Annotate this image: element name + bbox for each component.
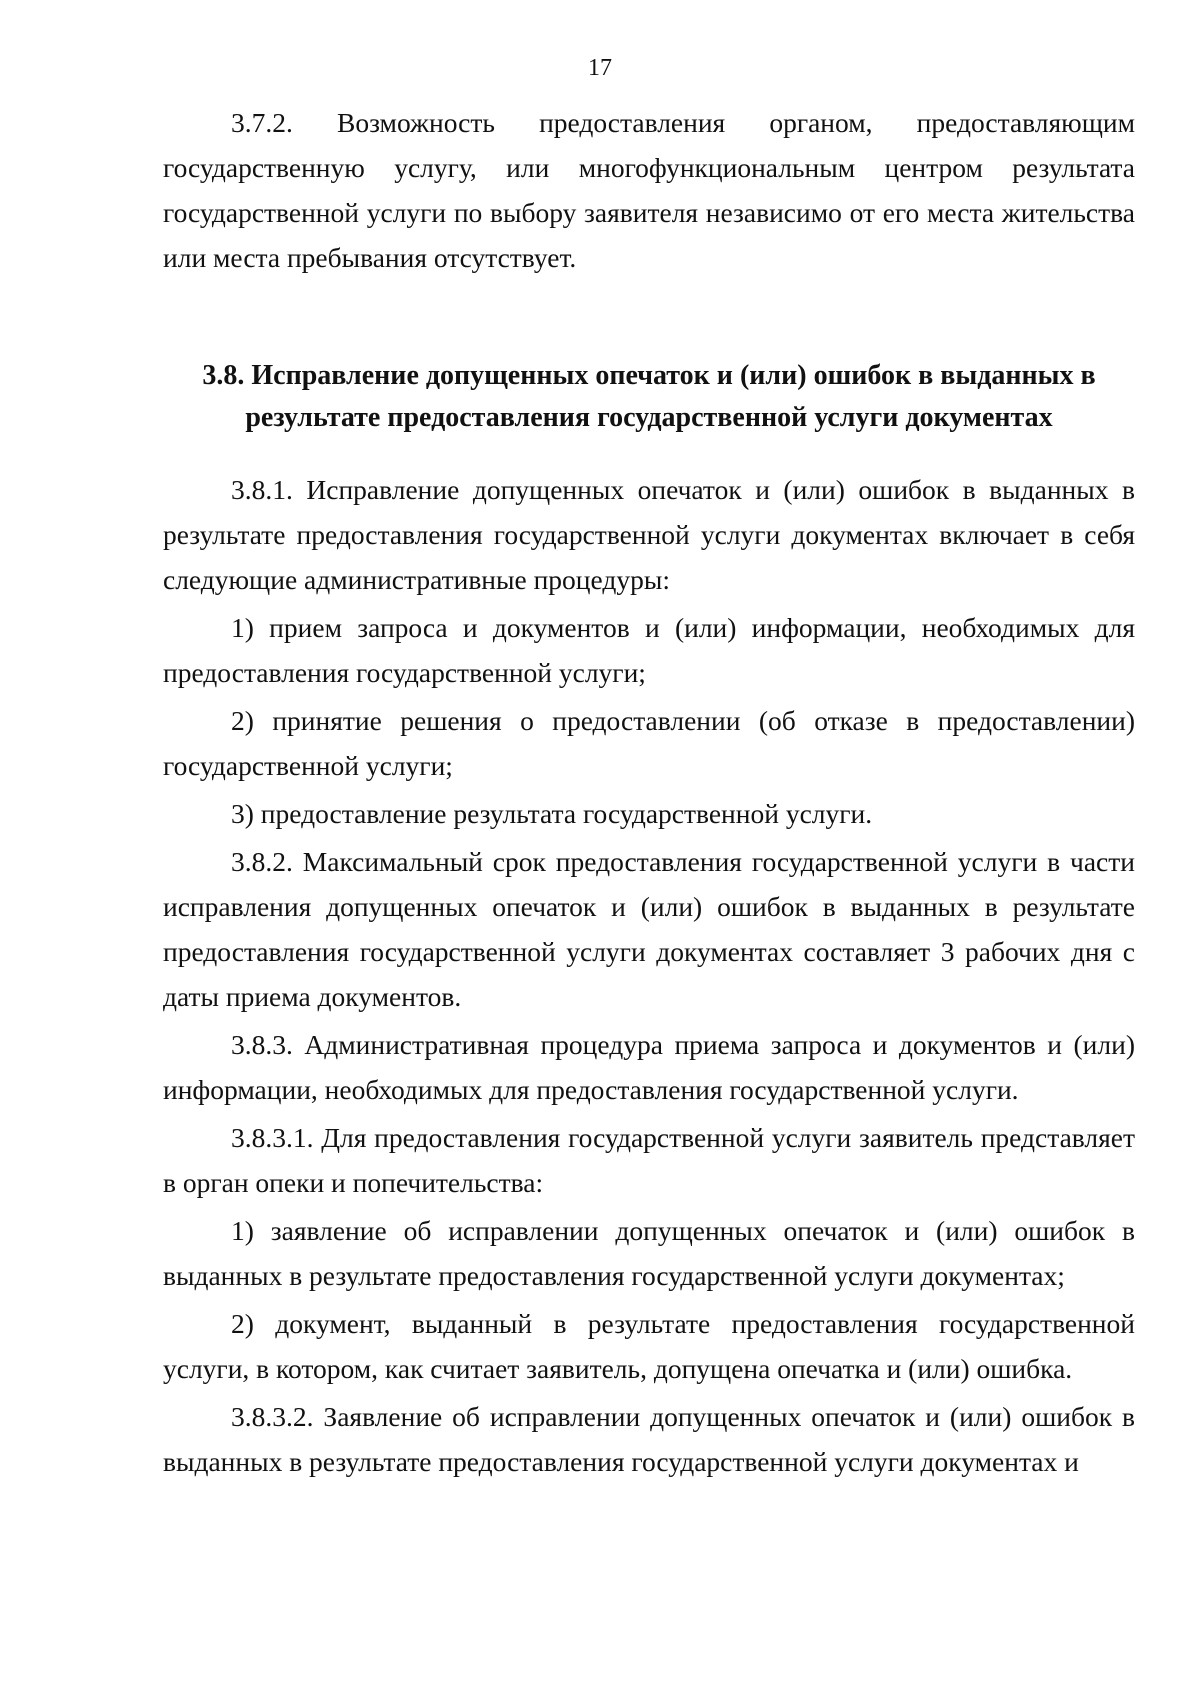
paragraph-3-7-2: 3.7.2. Возможность предоставления органом, предоставляющим государственную услугу, или многофункциональным центром результата государственной услуги по выбору заявителя независимо от его места жительства или места пребывания отсутствует. (163, 107, 1135, 273)
section-3-8-body (163, 467, 1135, 1484)
list-item-1: 1) прием запроса и документов и (или) информации, необходимых для предоставления государственной услуги; (163, 612, 1135, 688)
section-heading-3-8 (163, 355, 1135, 439)
paragraph-3-8-3-2: 3.8.3.2. Заявление об исправлении допущенных опечаток и (или) ошибок в выданных в результате предоставления государственной услуги документах и (163, 1401, 1135, 1477)
paragraph-3-8-2: 3.8.2. Максимальный срок предоставления государственной услуги в части исправления допущенных опечаток и (или) ошибок в выданных в результате предоставления государственной услуги документах составляет 3 рабочих дня с даты приема документов. (163, 846, 1135, 1012)
heading-line-2: результате предоставления государственной услуги документах (245, 402, 1053, 433)
section-3-7-2 (163, 100, 1135, 280)
list-item-3: 3) предоставление результата государственной услуги. (231, 798, 873, 829)
heading-line-1: 3.8. Исправление допущенных опечаток и (или) ошибок в выданных в (202, 360, 1096, 391)
page-number: 17 (588, 55, 612, 81)
list-item-2: 2) принятие решения о предоставлении (об отказе в предоставлении) государственной услуги; (163, 705, 1135, 781)
document-list-item-2: 2) документ, выданный в результате предоставления государственной услуги, в котором, как считает заявитель, допущена опечатка и (или) ошибка. (163, 1308, 1135, 1384)
paragraph-3-8-3: 3.8.3. Административная процедура приема запроса и документов и (или) информации, необходимых для предоставления государственной услуги. (163, 1029, 1135, 1105)
paragraph-3-8-1: 3.8.1. Исправление допущенных опечаток и (или) ошибок в выданных в результате предоставления государственной услуги документах включает в себя следующие административные процедуры: (163, 474, 1135, 595)
document-list-item-1: 1) заявление об исправлении допущенных опечаток и (или) ошибок в выданных в результате предоставления государственной услуги документах; (163, 1215, 1135, 1291)
paragraph-3-8-3-1: 3.8.3.1. Для предоставления государственной услуги заявитель представляет в орган опеки и попечительства: (163, 1122, 1135, 1198)
